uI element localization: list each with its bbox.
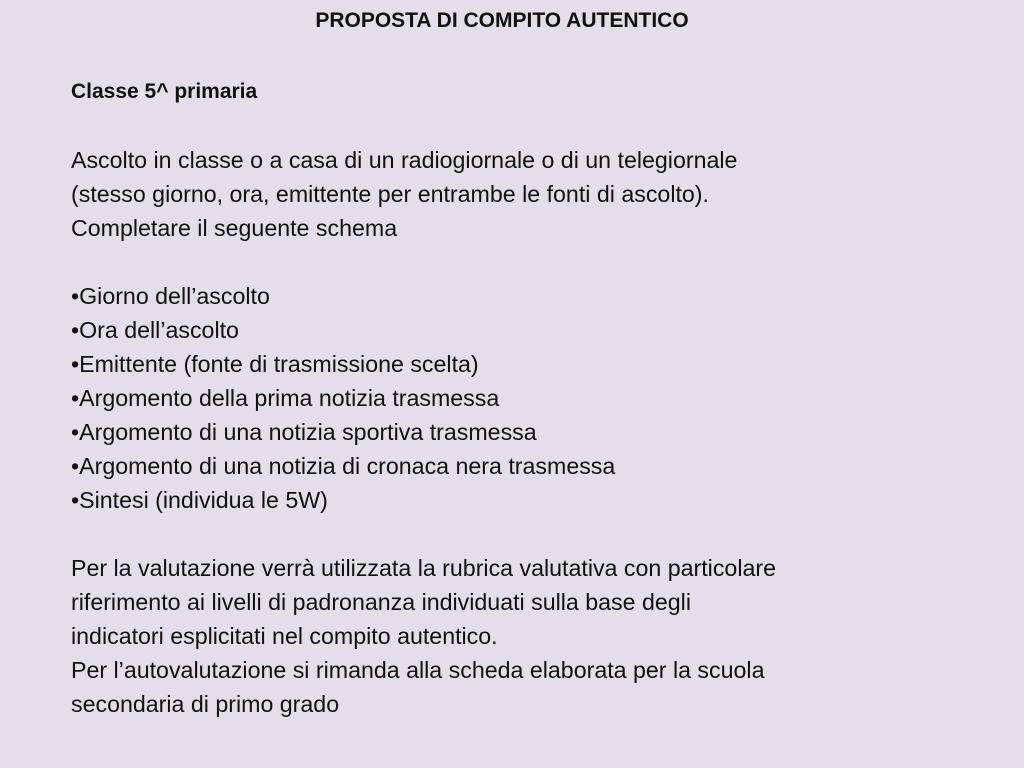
bullet-icon: • <box>71 385 80 411</box>
list-item-text: Argomento della prima notizia trasmessa <box>79 385 500 411</box>
list-item <box>71 449 971 483</box>
bullet-icon: • <box>71 487 80 513</box>
closing-line: Per l’autovalutazione si rimanda alla scheda elaborata per la scuola <box>71 657 765 683</box>
class-subtitle: Classe 5^ primaria <box>71 80 258 103</box>
intro-line: (stesso giorno, ora, emittente per entrambe le fonti di ascolto). <box>71 181 709 207</box>
intro-line: Completare il seguente schema <box>71 215 398 241</box>
list-item <box>71 279 971 313</box>
list-item-text: Emittente (fonte di trasmissione scelta) <box>79 351 479 377</box>
list-item-text: Ora dell’ascolto <box>79 317 239 343</box>
bullet-icon: • <box>71 317 80 343</box>
bullet-icon: • <box>71 419 80 445</box>
list-item <box>71 313 971 347</box>
bullet-icon: • <box>71 351 80 377</box>
list-item-text: Sintesi (individua le 5W) <box>79 487 328 513</box>
list-item <box>71 415 971 449</box>
bullet-icon: • <box>71 453 80 479</box>
intro-paragraph <box>71 143 971 245</box>
closing-line: secondaria di primo grado <box>71 691 340 717</box>
slide-title: PROPOSTA DI COMPITO AUTENTICO <box>315 9 689 32</box>
list-item-text: Argomento di una notizia di cronaca nera trasmessa <box>79 453 616 479</box>
closing-paragraph <box>71 551 971 721</box>
spacer <box>71 517 971 551</box>
list-item <box>71 381 971 415</box>
list-item-text: Giorno dell’ascolto <box>79 283 270 309</box>
list-item <box>71 347 971 381</box>
list-item <box>71 483 971 517</box>
list-item-text: Argomento di una notizia sportiva trasmessa <box>79 419 537 445</box>
closing-line: Per la valutazione verrà utilizzata la rubrica valutativa con particolare <box>71 555 776 581</box>
intro-line: Ascolto in classe o a casa di un radiogiornale o di un telegiornale <box>71 147 738 173</box>
slide-content <box>71 75 971 721</box>
spacer <box>71 245 971 279</box>
bullet-icon: • <box>71 283 80 309</box>
closing-line: riferimento ai livelli di padronanza individuati sulla base degli <box>71 589 691 615</box>
closing-line: indicatori esplicitati nel compito autentico. <box>71 623 498 649</box>
spacer <box>71 109 971 143</box>
schema-list <box>71 279 971 517</box>
